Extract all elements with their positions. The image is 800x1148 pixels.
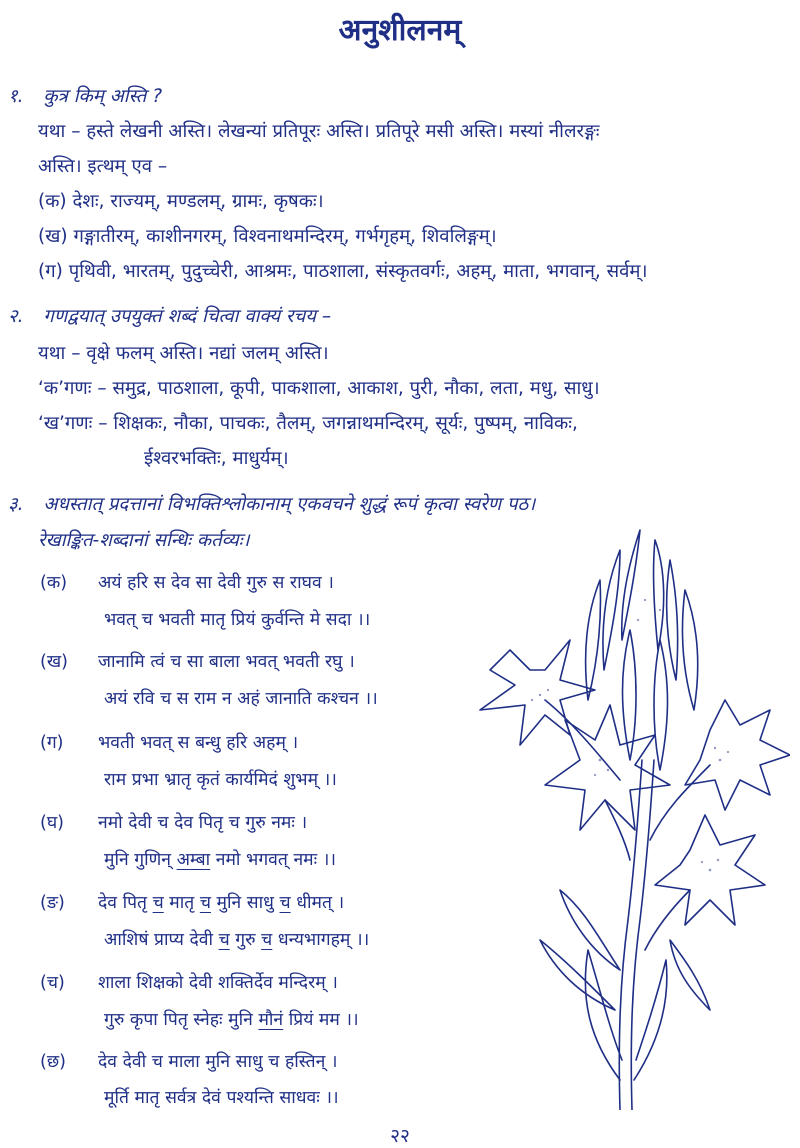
verse-ga-line1: (ग) भवती भवत् स बन्धु हरि अहम् ।	[40, 733, 299, 753]
verse-cha-line1: (च) शाला शिक्षको देवी शक्तिर्देव मन्दिरम् ।	[40, 973, 338, 993]
verse-gha-line1: (घ) नमो देवी च देव पितृ च गुरु नमः ।	[40, 813, 308, 833]
underlined-word: च	[279, 893, 291, 913]
q1-example-line2: अस्ति। इत्थम् एव –	[38, 156, 168, 177]
verse-label: (ख)	[40, 652, 68, 672]
verse-kha-line2: अयं रवि च स राम न अहं जानाति कश्चन ।।	[104, 689, 378, 709]
q2-kha-gana-line1: ‘ख’गणः – शिक्षकः, नौका, पाचकः, तैलम्, जगन्नाथमन्दिरम्, सूर्यः, पुष्पम्, नाविकः,	[38, 413, 578, 434]
verse-label: (ङ)	[40, 893, 65, 913]
q2-number: २.	[8, 306, 24, 327]
q2-kha-gana-line2: ईश्वरभक्तिः, माधुर्यम्।	[144, 448, 289, 469]
q3-heading-line1: अधस्तात् प्रदत्तानां विभक्तिश्लोकानाम् एकवचने शुद्धं रूपं कृत्वा स्वरेण पठ।	[43, 494, 536, 515]
q1-item-kha: (ख) गङ्गातीरम्, काशीनगरम्, विश्वनाथमन्दिरम्, गर्भगृहम्, शिवलिङ्गम्।	[38, 226, 497, 247]
verse-label: (ग)	[40, 733, 64, 753]
q2-ka-gana: ‘क’गणः – समुद्र, पाठशाला, कूपी, पाकशाला, आकाश, पुरी, नौका, लता, मधु, साधु।	[38, 378, 600, 399]
q2-heading-text: गणद्वयात् उपयुक्तं शब्दं चित्वा वाक्यं रचय –	[43, 306, 332, 327]
q3-heading-line2: रेखाङ्कित-शब्दानां सन्धिः कर्तव्यः।	[38, 530, 250, 551]
verse-ka-line2: भवत् च भवती मातृ प्रियं कुर्वन्ति मे सदा ।।	[104, 610, 371, 630]
q3-heading	[8, 496, 535, 515]
q1-example-line1: यथा – हस्ते लेखनी अस्ति। लेखन्यां प्रतिपूरः अस्ति। प्रतिपूरे मसी अस्ति। मस्यां नीलरङ्गः	[38, 121, 600, 142]
underlined-word: च	[152, 893, 164, 913]
underlined-word: मौनं	[258, 1010, 284, 1030]
verse-nga-line2: आशिषं प्राप्य देवी च गुरु च धन्यभागहम् ।।	[104, 930, 370, 950]
verse-label: (क)	[40, 573, 68, 593]
underlined-word: च	[218, 930, 230, 950]
page-number: २२	[390, 1125, 410, 1147]
verse-ka-line1: (क) अयं हरि स देव सा देवी गुरु स राघव ।	[40, 573, 334, 593]
q1-heading-text: कुत्र किम् अस्ति ?	[43, 86, 163, 107]
q1-heading	[8, 88, 162, 107]
underlined-word: च	[199, 893, 211, 913]
q2-heading	[8, 308, 331, 327]
verse-kha-line1: (ख) जानामि त्वं च सा बाला भवत् भवती रघु ।	[40, 652, 355, 672]
verse-label: (छ)	[40, 1052, 66, 1072]
q1-item-ga: (ग) पृथिवी, भारतम्, पुदुच्चेरी, आश्रमः, पाठशाला, संस्कृतवर्गः, अहम्, माता, भगवान्, सर्वम्।	[38, 261, 648, 282]
verse-chha-line1: (छ) देव देवी च माला मुनि साधु च हस्तिन् ।	[40, 1052, 338, 1072]
verse-ga-line2: राम प्रभा भ्रातृ कृतं कार्यमिदं शुभम् ।।	[104, 770, 337, 790]
verse-nga-line1: (ङ) देव पितृ च मातृ च मुनि साधु च धीमत् ।	[40, 893, 345, 913]
page-title: अनुशीलनम्	[338, 13, 462, 48]
q3-number: ३.	[8, 494, 24, 515]
verse-cha-line2: गुरु कृपा पितृ स्नेहः मुनि मौनं प्रियं मम ।।	[104, 1010, 359, 1030]
tuberose-flower-illustration	[470, 520, 790, 1110]
verse-gha-line2: मुनि गुणिन् अम्बा नमो भगवत् नमः ।।	[104, 850, 336, 870]
q1-number: १.	[8, 86, 24, 107]
q2-example: यथा – वृक्षे फलम् अस्ति। नद्यां जलम् अस्ति।	[38, 343, 329, 364]
underlined-word: च	[261, 930, 273, 950]
verse-chha-line2: मूर्ति मातृ सर्वत्र देवं पश्यन्ति साधवः ।।	[104, 1088, 339, 1108]
verse-label: (च)	[40, 973, 65, 993]
underlined-word: अम्बा	[176, 850, 211, 870]
q1-item-ka: (क) देशः, राज्यम्, मण्डलम्, ग्रामः, कृषकः।	[38, 191, 324, 212]
verse-label: (घ)	[40, 813, 64, 833]
